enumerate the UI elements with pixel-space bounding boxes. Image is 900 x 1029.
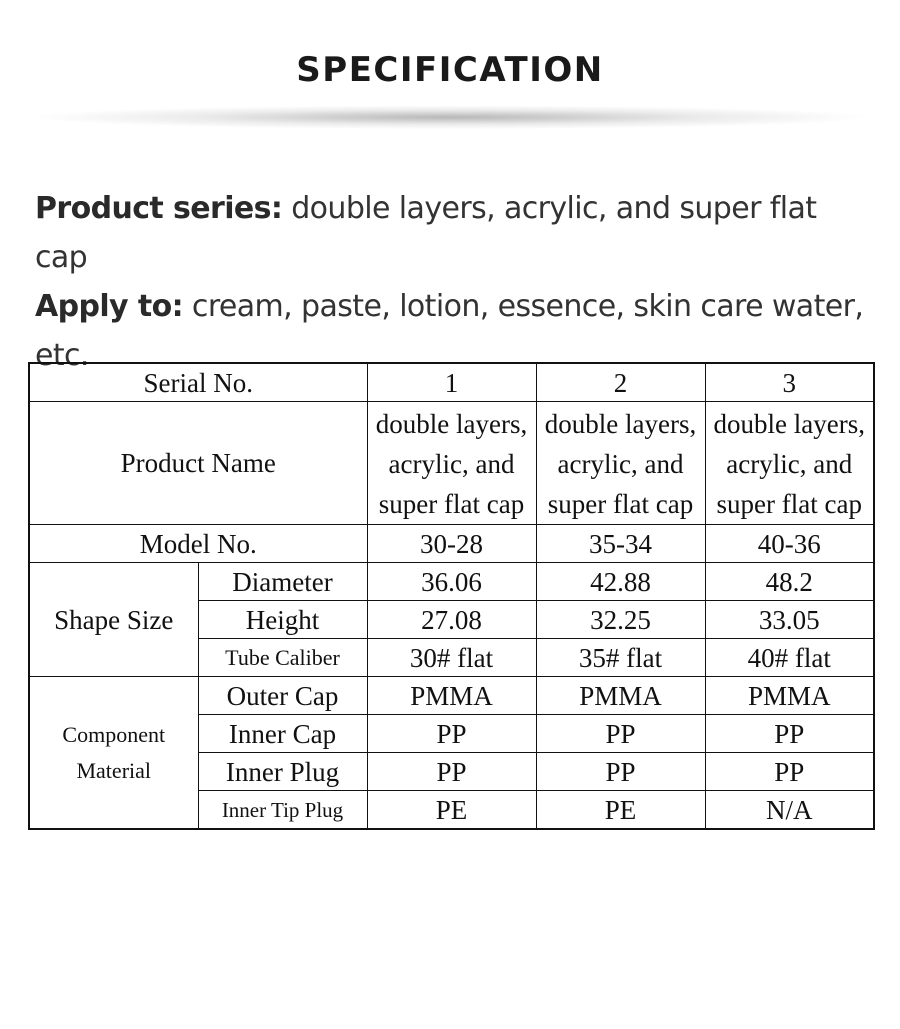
inner-plug-1: PP	[367, 753, 536, 791]
outer-cap-2: PMMA	[536, 677, 705, 715]
inner-plug-label: Inner Plug	[198, 753, 367, 791]
product-name-3: double layers, acrylic, and super flat cap	[705, 402, 874, 525]
page-title: SPECIFICATION	[296, 50, 604, 90]
diameter-2: 42.88	[536, 563, 705, 601]
product-name-2: double layers, acrylic, and super flat cap	[536, 402, 705, 525]
height-1: 27.08	[367, 601, 536, 639]
component-material-label: Component Material	[29, 677, 198, 830]
model-2: 35-34	[536, 525, 705, 563]
serial-2: 2	[536, 363, 705, 402]
diameter-label: Diameter	[198, 563, 367, 601]
model-1: 30-28	[367, 525, 536, 563]
height-2: 32.25	[536, 601, 705, 639]
outer-cap-label: Outer Cap	[198, 677, 367, 715]
inner-cap-label: Inner Cap	[198, 715, 367, 753]
serial-3: 3	[705, 363, 874, 402]
inner-plug-3: PP	[705, 753, 874, 791]
inner-tip-plug-3: N/A	[705, 791, 874, 830]
product-series-value: double layers, acrylic, and super flat cap	[35, 191, 817, 275]
inner-plug-2: PP	[536, 753, 705, 791]
table-row-model	[29, 525, 874, 563]
diameter-3: 48.2	[705, 563, 874, 601]
table-row-outer-cap	[29, 677, 874, 715]
table-row-serial	[29, 363, 874, 402]
apply-to-label: Apply to:	[35, 289, 183, 324]
model-3: 40-36	[705, 525, 874, 563]
serial-label: Serial No.	[29, 363, 367, 402]
inner-tip-plug-label: Inner Tip Plug	[198, 791, 367, 830]
product-name-label: Product Name	[29, 402, 367, 525]
inner-tip-plug-2: PE	[536, 791, 705, 830]
serial-1: 1	[367, 363, 536, 402]
tube-caliber-2: 35# flat	[536, 639, 705, 677]
inner-tip-plug-1: PE	[367, 791, 536, 830]
table-row-product-name	[29, 402, 874, 525]
product-series-label: Product series:	[35, 191, 283, 226]
height-3: 33.05	[705, 601, 874, 639]
diameter-1: 36.06	[367, 563, 536, 601]
product-info	[35, 184, 875, 380]
specification-table	[28, 362, 875, 830]
product-name-1: double layers, acrylic, and super flat cap	[367, 402, 536, 525]
tube-caliber-label: Tube Caliber	[198, 639, 367, 677]
outer-cap-1: PMMA	[367, 677, 536, 715]
outer-cap-3: PMMA	[705, 677, 874, 715]
inner-cap-1: PP	[367, 715, 536, 753]
title-divider-shadow	[30, 106, 870, 146]
inner-cap-2: PP	[536, 715, 705, 753]
height-label: Height	[198, 601, 367, 639]
table-row-diameter	[29, 563, 874, 601]
shape-size-label: Shape Size	[29, 563, 198, 677]
product-series-line	[35, 184, 875, 282]
model-label: Model No.	[29, 525, 367, 563]
inner-cap-3: PP	[705, 715, 874, 753]
apply-to-value: cream, paste, lotion, essence, skin care water, etc.	[35, 289, 864, 373]
tube-caliber-3: 40# flat	[705, 639, 874, 677]
tube-caliber-1: 30# flat	[367, 639, 536, 677]
